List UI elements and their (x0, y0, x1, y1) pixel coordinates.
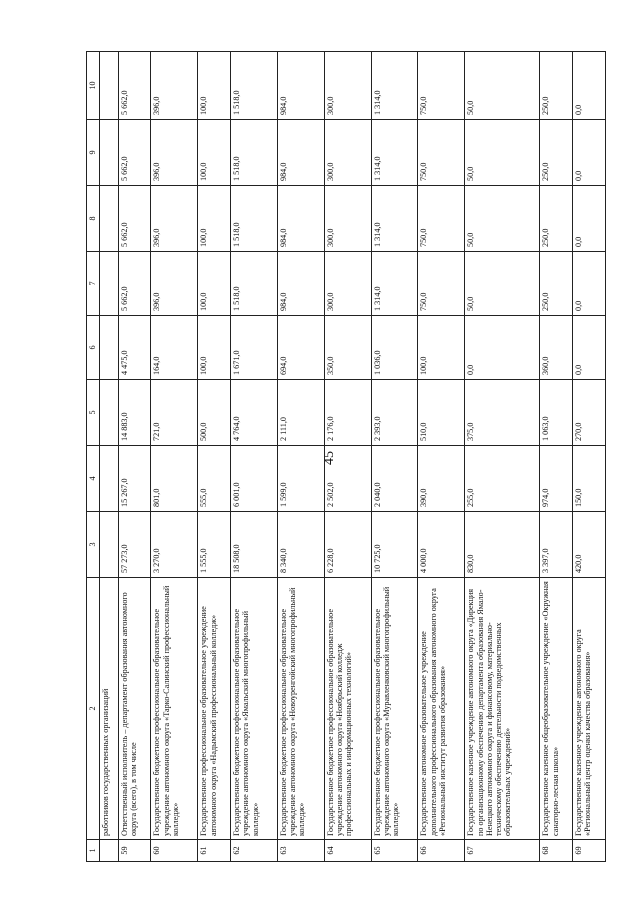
row-description: Государственное бюджетное профессиональное образовательное учреждение автономного округа «Ноябрьский колледж профессиональных и информационных технологий» (324, 578, 371, 840)
cell-c9: 0,0 (573, 120, 606, 186)
cell-c5: 2 111,0 (277, 380, 324, 446)
cell-c5: 14 883,0 (118, 380, 151, 446)
cell-c7: 396,0 (151, 252, 198, 316)
cell-c10: 100,0 (198, 52, 231, 120)
cell-c6: 100,0 (418, 316, 465, 380)
cell-c8: 750,0 (418, 186, 465, 252)
header-col-1: 1 (87, 840, 100, 862)
cell-c9: 5 662,0 (118, 120, 151, 186)
row-description: Государственное бюджетное профессиональное образовательное учреждение автономного округа «Новоуренгойский многопрофильный колледж» (277, 578, 324, 840)
cell-c3: 8 340,0 (277, 512, 324, 578)
cell-c7: 5 662,0 (118, 252, 151, 316)
cell-c8: 5 662,0 (118, 186, 151, 252)
cell-c4: 1 599,0 (277, 446, 324, 512)
table-row (198, 52, 231, 862)
cell-c4: 150,0 (573, 446, 606, 512)
cell-c8: 1 518,0 (231, 186, 278, 252)
cell-c3: 18 508,0 (231, 512, 278, 578)
cell-c7: 750,0 (418, 252, 465, 316)
cell-c10: 5 662,0 (118, 52, 151, 120)
cell-c8: 250,0 (540, 186, 573, 252)
cell-c10: 396,0 (151, 52, 198, 120)
row-description: Государственное профессиональное образовательное учреждение автономного округа «Надымский профессиональный колледж» (198, 578, 231, 840)
header-col-10: 10 (87, 52, 100, 120)
row-number: 65 (371, 840, 418, 862)
cell-c6: 694,0 (277, 316, 324, 380)
cell-c3: 830,0 (465, 512, 540, 578)
cell-c3: 3 397,0 (540, 512, 573, 578)
cell-c4: 6 001,0 (231, 446, 278, 512)
cell-c4: 974,0 (540, 446, 573, 512)
table-row (371, 52, 418, 862)
row-number: 66 (418, 840, 465, 862)
table-body (100, 52, 606, 862)
header-col-8: 8 (87, 186, 100, 252)
cell-c5: 721,0 (151, 380, 198, 446)
cell-c3: 4 000,0 (418, 512, 465, 578)
rotated-table-container (86, 52, 606, 862)
cell-c8: 50,0 (465, 186, 540, 252)
cell-c9: 1 314,0 (371, 120, 418, 186)
cell-c8: 396,0 (151, 186, 198, 252)
cell-c4: 2 502,0 (324, 446, 371, 512)
cell-c6: 4 475,0 (118, 316, 151, 380)
row-description: Государственное бюджетное профессиональное образовательное учреждение автономного округа «Тарко-Салинский профессиональный колледж» (151, 578, 198, 840)
cell-c7: 984,0 (277, 252, 324, 316)
row-description: Ответственный исполнитель – департамент образования автономного округа (всего), в том числе (118, 578, 151, 840)
header-col-3: 3 (87, 512, 100, 578)
table-row (118, 52, 151, 862)
cell-c3: 10 725,0 (371, 512, 418, 578)
page-number: 45 (322, 451, 337, 465)
row-number: 60 (151, 840, 198, 862)
row-number: 68 (540, 840, 573, 862)
header-col-5: 5 (87, 380, 100, 446)
row-number: 59 (118, 840, 151, 862)
cell-c9: 50,0 (465, 120, 540, 186)
cell-c10: 1 518,0 (231, 52, 278, 120)
cell-c5: 510,0 (418, 380, 465, 446)
cell-c4: 390,0 (418, 446, 465, 512)
continuation-row (100, 52, 119, 862)
cell-c8: 1 314,0 (371, 186, 418, 252)
cell-c6: 0,0 (465, 316, 540, 380)
row-number: 64 (324, 840, 371, 862)
cell-c9: 300,0 (324, 120, 371, 186)
cell-c7: 1 518,0 (231, 252, 278, 316)
header-col-6: 6 (87, 316, 100, 380)
cell-c9: 1 518,0 (231, 120, 278, 186)
cell-c6: 100,0 (198, 316, 231, 380)
table-row (324, 52, 371, 862)
cell-c9: 250,0 (540, 120, 573, 186)
header-col-9: 9 (87, 120, 100, 186)
cell-c8: 100,0 (198, 186, 231, 252)
cell-c10: 1 314,0 (371, 52, 418, 120)
table-row (277, 52, 324, 862)
cell-c3: 3 270,0 (151, 512, 198, 578)
cell-c7: 1 314,0 (371, 252, 418, 316)
header-col-7: 7 (87, 252, 100, 316)
row-number: 67 (465, 840, 540, 862)
cell-c5: 500,0 (198, 380, 231, 446)
row-description: Государственное бюджетное профессиональное образовательное учреждение автономного округа «Ямальский многопрофильный колледж» (231, 578, 278, 840)
cell-c4: 2 040,0 (371, 446, 418, 512)
cell-c5: 375,0 (465, 380, 540, 446)
cell-c6: 164,0 (151, 316, 198, 380)
cell-c10: 750,0 (418, 52, 465, 120)
cell-c7: 100,0 (198, 252, 231, 316)
row-number: 63 (277, 840, 324, 862)
row-description: Государственное автономное образовательное учреждение дополнительного профессионального образования автономного округа «Региональный институт развития образования» (418, 578, 465, 840)
cell-c3: 6 228,0 (324, 512, 371, 578)
cell-c3: 1 555,0 (198, 512, 231, 578)
cell-c5: 1 063,0 (540, 380, 573, 446)
table-row (151, 52, 198, 862)
cell-c7: 50,0 (465, 252, 540, 316)
budget-table (86, 51, 606, 862)
cell-c4: 801,0 (151, 446, 198, 512)
cell-c8: 300,0 (324, 186, 371, 252)
cell-c3: 420,0 (573, 512, 606, 578)
cell-c10: 0,0 (573, 52, 606, 120)
cell-c5: 2 393,0 (371, 380, 418, 446)
cell-c4: 255,0 (465, 446, 540, 512)
table-row (418, 52, 465, 862)
cell-c5: 270,0 (573, 380, 606, 446)
cell-c6: 350,0 (324, 316, 371, 380)
cell-c3: 57 273,0 (118, 512, 151, 578)
cell-c6: 360,0 (540, 316, 573, 380)
cell-c9: 396,0 (151, 120, 198, 186)
cell-c8: 984,0 (277, 186, 324, 252)
row-description: Государственное казенное общеобразовательное учреждение «Окружная санаторно-лесная школа» (540, 578, 573, 840)
cell-c8: 0,0 (573, 186, 606, 252)
cell-c10: 250,0 (540, 52, 573, 120)
row-description: Государственное казенное учреждение автономного округа «Дирекция по организационному обеспечению департамента образования Ямало-Ненецкого автономного округа и финансовому, материально-техническому обеспечению деятельности подведомственных образовательных учреждений» (465, 578, 540, 840)
cell-c7: 0,0 (573, 252, 606, 316)
cell-c5: 2 176,0 (324, 380, 371, 446)
row-number: 61 (198, 840, 231, 862)
cell-c9: 750,0 (418, 120, 465, 186)
cell-c9: 100,0 (198, 120, 231, 186)
header-col-2: 2 (87, 578, 100, 840)
cell-c5: 4 764,0 (231, 380, 278, 446)
cell-c9: 984,0 (277, 120, 324, 186)
cell-c10: 984,0 (277, 52, 324, 120)
header-col-4: 4 (87, 446, 100, 512)
row-number: 62 (231, 840, 278, 862)
cell-c6: 0,0 (573, 316, 606, 380)
cell-num (100, 840, 119, 862)
table-row (231, 52, 278, 862)
cell-c6: 1 671,0 (231, 316, 278, 380)
table-row (540, 52, 573, 862)
row-description: Государственное казенное учреждение автономного округа «Региональный центр оценки качества образования» (573, 578, 606, 840)
cell-c4: 15 267,0 (118, 446, 151, 512)
cell-c7: 300,0 (324, 252, 371, 316)
row-description: Государственное бюджетное профессиональное образовательное учреждение автономного округа «Муравленковский многопрофильный колледж» (371, 578, 418, 840)
cell-c7: 250,0 (540, 252, 573, 316)
table-row (573, 52, 606, 862)
cell-c10: 50,0 (465, 52, 540, 120)
row-number: 69 (573, 840, 606, 862)
cell-c6: 1 036,0 (371, 316, 418, 380)
table-row (465, 52, 540, 862)
cell-c4: 555,0 (198, 446, 231, 512)
header-row (87, 52, 100, 862)
cell-c10: 300,0 (324, 52, 371, 120)
continuation-text: работников государственных организаций (100, 578, 119, 840)
